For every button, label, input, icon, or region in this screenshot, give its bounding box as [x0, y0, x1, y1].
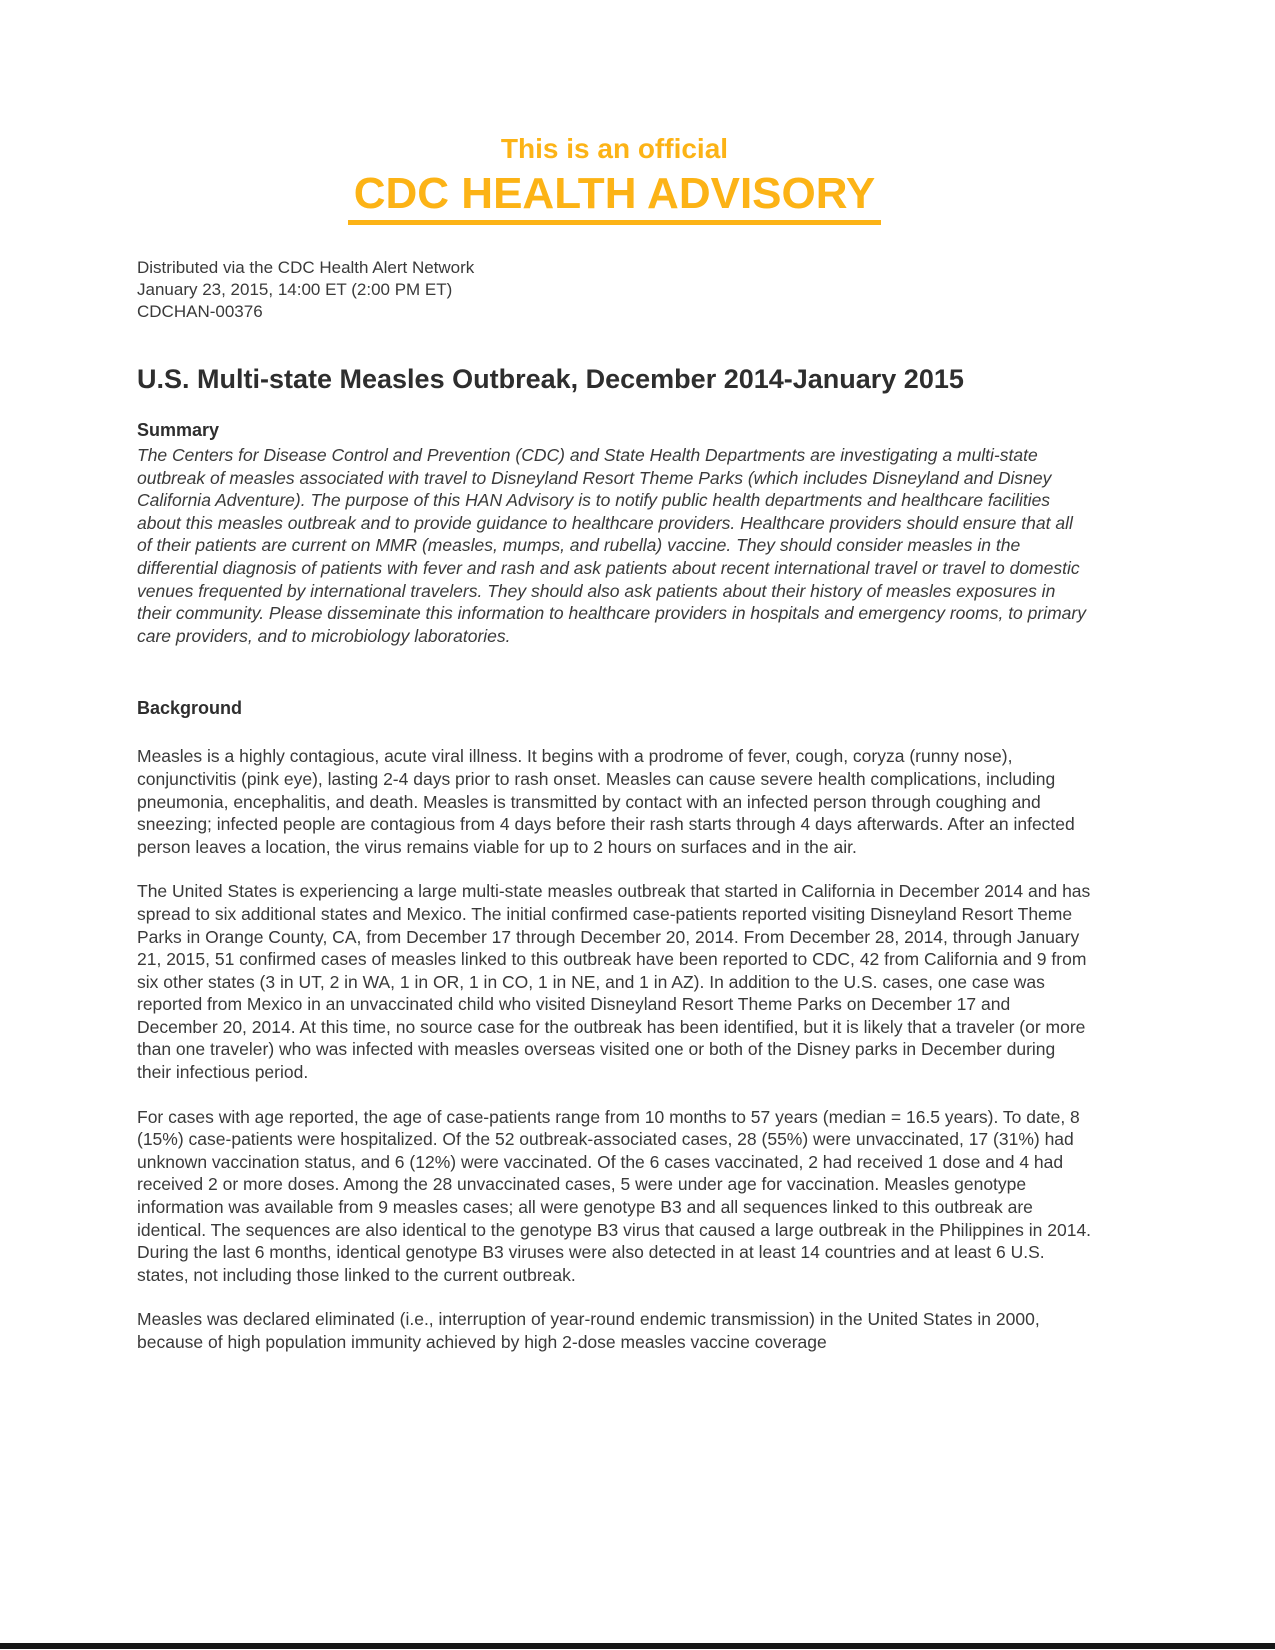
banner-subtitle: This is an official — [500, 133, 729, 164]
distribution-id-line: CDCHAN-00376 — [137, 302, 263, 321]
banner-title-wrap — [137, 171, 1092, 225]
distribution-network-line: Distributed via the CDC Health Alert Network — [137, 258, 475, 277]
advisory-banner — [137, 133, 1092, 225]
background-section — [137, 697, 1092, 1353]
summary-paragraph: The Centers for Disease Control and Prevention (CDC) and State Health Departments are investigating a multi-state outbreak of measles associated with travel to Disneyland Resort Theme Parks (which includes Disneyland and Disney California Adventure). The purpose of this HAN Advisory is to notify public health departments and healthcare facilities about this measles outbreak and to provide guidance to healthcare providers. Healthcare providers should ensure that all of their patients are current on MMR (measles, mumps, and rubella) vaccine. They should consider measles in the differential diagnosis of patients with fever and rash and ask patients about recent international travel or travel to domestic venues frequented by international travelers. They should also ask patients about their history of measles exposures in their community. Please disseminate this information to healthcare providers in hospitals and emergency rooms, to primary care providers, and to microbiology laboratories. — [137, 445, 1086, 646]
background-heading: Background — [137, 698, 243, 719]
document-page — [137, 0, 1092, 1354]
distribution-block — [137, 257, 1092, 323]
background-paragraph-3: For cases with age reported, the age of case-patients range from 10 months to 57 years (median = 16.5 years). To date, 8 (15%) case-patients were hospitalized. Of the 52 outbreak-associated cases, 28 (55%) were unvaccinated, 17 (31%) had unknown vaccination status, and 6 (12%) were vaccinated. Of the 6 cases vaccinated, 2 had received 1 dose and 4 had received 2 or more doses. Among the 28 unvaccinated cases, 5 were under age for vaccination. Measles genotype information was available from 9 measles cases; all were genotype B3 and all sequences linked to this outbreak are identical. The sequences are also identical to the genotype B3 virus that caused a large outbreak in the Philippines in 2014. During the last 6 months, identical genotype B3 viruses were also detected in at least 14 countries and at least 6 U.S. states, not including those linked to the current outbreak. — [137, 1106, 1092, 1285]
banner-title: CDC HEALTH ADVISORY — [348, 171, 882, 225]
distribution-datetime-line: January 23, 2015, 14:00 ET (2:00 PM ET) — [137, 280, 453, 299]
summary-heading: Summary — [137, 420, 220, 440]
page-bottom-divider — [0, 1643, 1275, 1649]
page-title: U.S. Multi-state Measles Outbreak, December 2014-January 2015 — [137, 364, 964, 394]
background-paragraph-1: Measles is a highly contagious, acute viral illness. It begins with a prodrome of fever, cough, coryza (runny nose), conjunctivitis (pink eye), lasting 2-4 days prior to rash onset. Measles can cause severe health complications, including pneumonia, encephalitis, and death. Measles is transmitted by contact with an infected person through coughing and sneezing; infected people are contagious from 4 days before their rash starts through 4 days afterwards. After an infected person leaves a location, the virus remains viable for up to 2 hours on surfaces and in the air. — [137, 746, 1075, 857]
background-paragraph-2: The United States is experiencing a large multi-state measles outbreak that started in California in December 2014 and has spread to six additional states and Mexico. The initial confirmed case-patients reported visiting Disneyland Resort Theme Parks in Orange County, CA, from December 17 through December 20, 2014. From December 28, 2014, through January 21, 2015, 51 confirmed cases of measles linked to this outbreak have been reported to CDC, 42 from California and 9 from six other states (3 in UT, 2 in WA, 1 in OR, 1 in CO, 1 in NE, and 1 in AZ). In addition to the U.S. cases, one case was reported from Mexico in an unvaccinated child who visited Disneyland Resort Theme Parks on December 17 and December 20, 2014. At this time, no source case for the outbreak has been identified, but it is likely that a traveler (or more than one traveler) who was infected with measles overseas visited one or both of the Disney parks in December during their infectious period. — [137, 881, 1091, 1083]
background-paragraph-4: Measles was declared eliminated (i.e., interruption of year-round endemic transmission) in the United States in 2000, because of high population immunity achieved by high 2-dose measles vaccine coverage — [137, 1309, 1040, 1352]
summary-section — [137, 419, 1092, 647]
